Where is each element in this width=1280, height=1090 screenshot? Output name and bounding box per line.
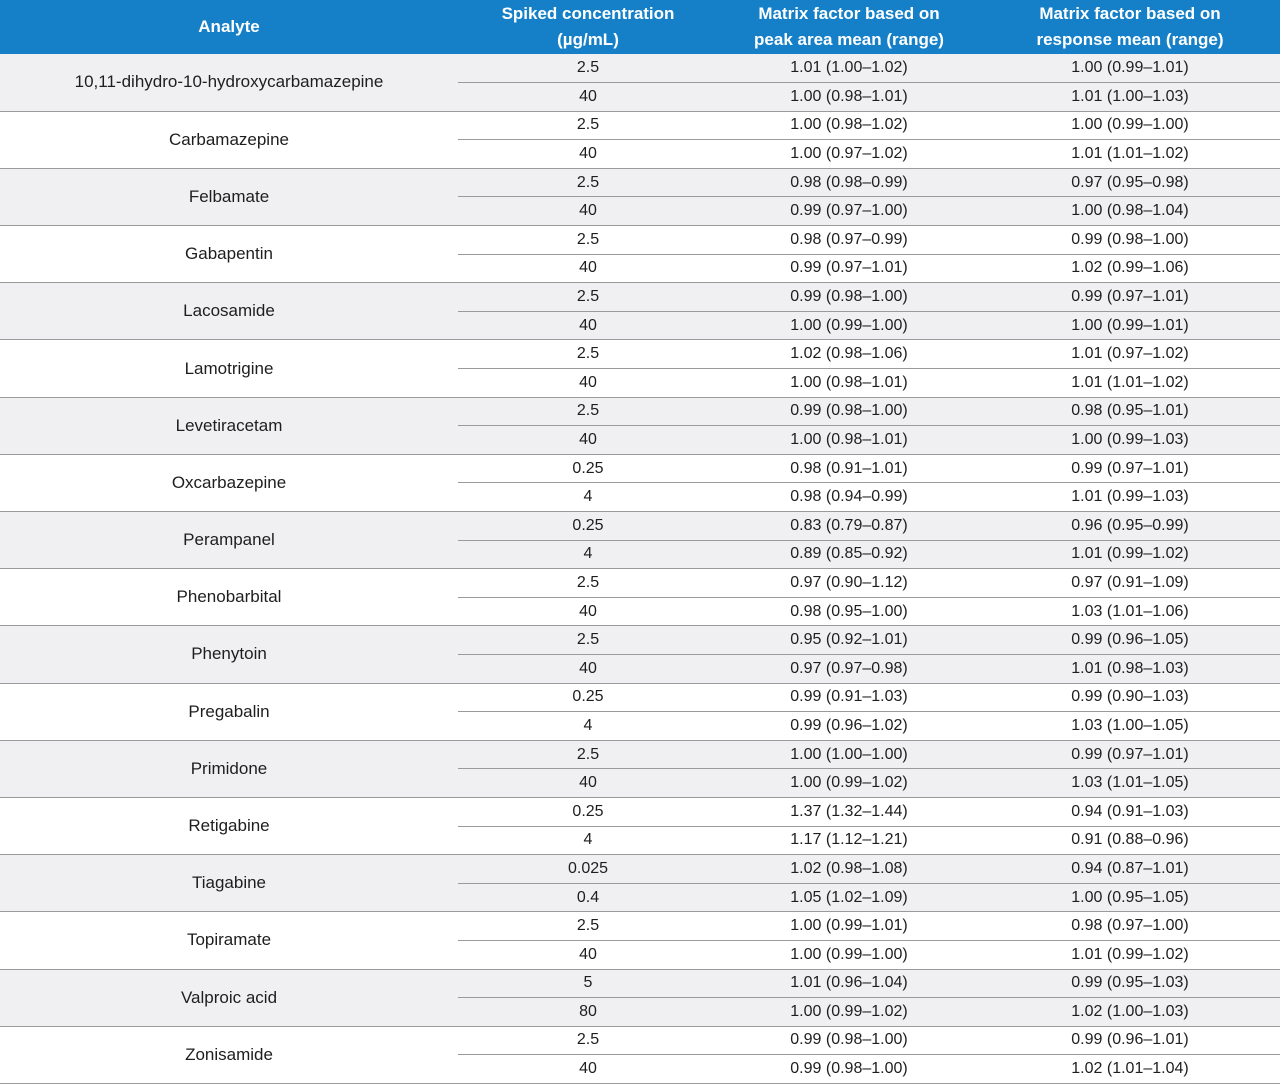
table-row xyxy=(0,111,1280,140)
table-row xyxy=(0,168,1280,197)
table-row xyxy=(0,283,1280,312)
peak-area-matrix-factor-cell: 1.37 (1.32–1.44) xyxy=(718,797,980,826)
peak-area-matrix-factor-cell: 0.99 (0.96–1.02) xyxy=(718,712,980,741)
peak-area-matrix-factor-cell: 0.95 (0.92–1.01) xyxy=(718,626,980,655)
peak-area-matrix-factor-cell: 1.00 (0.98–1.01) xyxy=(718,369,980,398)
analyte-name: Tiagabine xyxy=(0,855,458,912)
spiked-concentration-cell: 40 xyxy=(458,940,718,969)
table-row xyxy=(0,912,1280,941)
table-row xyxy=(0,569,1280,598)
response-matrix-factor-cell: 0.98 (0.95–1.01) xyxy=(980,397,1280,426)
response-matrix-factor-cell: 1.01 (0.98–1.03) xyxy=(980,654,1280,683)
spiked-concentration-cell: 4 xyxy=(458,712,718,741)
spiked-concentration-cell: 2.5 xyxy=(458,1026,718,1055)
response-matrix-factor-cell: 0.99 (0.96–1.05) xyxy=(980,626,1280,655)
response-matrix-factor-cell: 1.02 (0.99–1.06) xyxy=(980,254,1280,283)
peak-area-matrix-factor-cell: 0.89 (0.85–0.92) xyxy=(718,540,980,569)
header-spiked-line2: (µg/mL) xyxy=(557,30,619,49)
response-matrix-factor-cell: 0.97 (0.95–0.98) xyxy=(980,168,1280,197)
analyte-name: Valproic acid xyxy=(0,969,458,1026)
spiked-concentration-cell: 0.25 xyxy=(458,454,718,483)
spiked-concentration-cell: 40 xyxy=(458,311,718,340)
peak-area-matrix-factor-cell: 0.98 (0.97–0.99) xyxy=(718,226,980,255)
spiked-concentration-cell: 5 xyxy=(458,969,718,998)
spiked-concentration-cell: 40 xyxy=(458,654,718,683)
peak-area-matrix-factor-cell: 0.98 (0.95–1.00) xyxy=(718,597,980,626)
spiked-concentration-cell: 2.5 xyxy=(458,226,718,255)
analyte-name: Phenytoin xyxy=(0,626,458,683)
response-matrix-factor-cell: 1.00 (0.95–1.05) xyxy=(980,883,1280,912)
header-analyte-label: Analyte xyxy=(198,17,260,36)
spiked-concentration-cell: 40 xyxy=(458,1055,718,1084)
table-row xyxy=(0,797,1280,826)
spiked-concentration-cell: 0.025 xyxy=(458,855,718,884)
table-row xyxy=(0,54,1280,83)
analyte-name: Lacosamide xyxy=(0,283,458,340)
peak-area-matrix-factor-cell: 0.99 (0.91–1.03) xyxy=(718,683,980,712)
spiked-concentration-cell: 2.5 xyxy=(458,912,718,941)
analyte-name: Gabapentin xyxy=(0,226,458,283)
peak-area-matrix-factor-cell: 1.00 (0.99–1.00) xyxy=(718,940,980,969)
peak-area-matrix-factor-cell: 1.02 (0.98–1.08) xyxy=(718,855,980,884)
peak-area-matrix-factor-cell: 0.98 (0.98–0.99) xyxy=(718,168,980,197)
table-body xyxy=(0,54,1280,1083)
header-spiked-line1: Spiked concentration xyxy=(501,4,675,23)
response-matrix-factor-cell: 1.02 (1.01–1.04) xyxy=(980,1055,1280,1084)
spiked-concentration-cell: 2.5 xyxy=(458,569,718,598)
table-row xyxy=(0,855,1280,884)
table-row xyxy=(0,226,1280,255)
header-peak-area xyxy=(718,0,980,54)
peak-area-matrix-factor-cell: 1.17 (1.12–1.21) xyxy=(718,826,980,855)
spiked-concentration-cell: 0.25 xyxy=(458,512,718,541)
response-matrix-factor-cell: 1.01 (0.99–1.02) xyxy=(980,940,1280,969)
spiked-concentration-cell: 40 xyxy=(458,140,718,169)
spiked-concentration-cell: 4 xyxy=(458,826,718,855)
response-matrix-factor-cell: 1.00 (0.99–1.01) xyxy=(980,311,1280,340)
peak-area-matrix-factor-cell: 1.00 (0.98–1.01) xyxy=(718,426,980,455)
table-row xyxy=(0,1026,1280,1055)
analyte-name: Lamotrigine xyxy=(0,340,458,397)
spiked-concentration-cell: 40 xyxy=(458,197,718,226)
peak-area-matrix-factor-cell: 0.99 (0.97–1.00) xyxy=(718,197,980,226)
analyte-name: Felbamate xyxy=(0,168,458,225)
response-matrix-factor-cell: 0.99 (0.97–1.01) xyxy=(980,283,1280,312)
spiked-concentration-cell: 40 xyxy=(458,369,718,398)
spiked-concentration-cell: 0.25 xyxy=(458,797,718,826)
response-matrix-factor-cell: 0.99 (0.90–1.03) xyxy=(980,683,1280,712)
response-matrix-factor-cell: 0.99 (0.97–1.01) xyxy=(980,454,1280,483)
peak-area-matrix-factor-cell: 1.01 (0.96–1.04) xyxy=(718,969,980,998)
spiked-concentration-cell: 0.25 xyxy=(458,683,718,712)
spiked-concentration-cell: 4 xyxy=(458,483,718,512)
spiked-concentration-cell: 2.5 xyxy=(458,168,718,197)
table-row xyxy=(0,340,1280,369)
spiked-concentration-cell: 0.4 xyxy=(458,883,718,912)
response-matrix-factor-cell: 1.01 (0.99–1.03) xyxy=(980,483,1280,512)
table-row xyxy=(0,397,1280,426)
peak-area-matrix-factor-cell: 1.00 (0.98–1.01) xyxy=(718,83,980,112)
peak-area-matrix-factor-cell: 0.97 (0.97–0.98) xyxy=(718,654,980,683)
peak-area-matrix-factor-cell: 1.05 (1.02–1.09) xyxy=(718,883,980,912)
table-row xyxy=(0,626,1280,655)
spiked-concentration-cell: 4 xyxy=(458,540,718,569)
header-response-line2: response mean (range) xyxy=(1036,30,1224,49)
response-matrix-factor-cell: 0.97 (0.91–1.09) xyxy=(980,569,1280,598)
table-row xyxy=(0,740,1280,769)
response-matrix-factor-cell: 1.00 (0.99–1.03) xyxy=(980,426,1280,455)
response-matrix-factor-cell: 1.01 (0.97–1.02) xyxy=(980,340,1280,369)
response-matrix-factor-cell: 1.03 (1.01–1.06) xyxy=(980,597,1280,626)
peak-area-matrix-factor-cell: 0.98 (0.94–0.99) xyxy=(718,483,980,512)
response-matrix-factor-cell: 0.94 (0.91–1.03) xyxy=(980,797,1280,826)
response-matrix-factor-cell: 0.99 (0.96–1.01) xyxy=(980,1026,1280,1055)
peak-area-matrix-factor-cell: 0.98 (0.91–1.01) xyxy=(718,454,980,483)
response-matrix-factor-cell: 0.94 (0.87–1.01) xyxy=(980,855,1280,884)
spiked-concentration-cell: 2.5 xyxy=(458,626,718,655)
analyte-name: Zonisamide xyxy=(0,1026,458,1083)
peak-area-matrix-factor-cell: 1.00 (0.99–1.00) xyxy=(718,311,980,340)
table-header-row xyxy=(0,0,1280,54)
header-analyte xyxy=(0,0,458,54)
analyte-name: Carbamazepine xyxy=(0,111,458,168)
spiked-concentration-cell: 40 xyxy=(458,83,718,112)
spiked-concentration-cell: 2.5 xyxy=(458,111,718,140)
spiked-concentration-cell: 40 xyxy=(458,254,718,283)
response-matrix-factor-cell: 1.03 (1.01–1.05) xyxy=(980,769,1280,798)
analyte-name: Pregabalin xyxy=(0,683,458,740)
response-matrix-factor-cell: 1.00 (0.99–1.01) xyxy=(980,54,1280,83)
spiked-concentration-cell: 40 xyxy=(458,769,718,798)
analyte-name: Topiramate xyxy=(0,912,458,969)
peak-area-matrix-factor-cell: 0.99 (0.98–1.00) xyxy=(718,397,980,426)
spiked-concentration-cell: 2.5 xyxy=(458,283,718,312)
response-matrix-factor-cell: 0.99 (0.95–1.03) xyxy=(980,969,1280,998)
peak-area-matrix-factor-cell: 1.00 (0.99–1.02) xyxy=(718,998,980,1027)
header-peak-line2: peak area mean (range) xyxy=(754,30,944,49)
peak-area-matrix-factor-cell: 0.99 (0.98–1.00) xyxy=(718,1055,980,1084)
analyte-name: Perampanel xyxy=(0,512,458,569)
peak-area-matrix-factor-cell: 0.99 (0.98–1.00) xyxy=(718,283,980,312)
peak-area-matrix-factor-cell: 0.99 (0.97–1.01) xyxy=(718,254,980,283)
peak-area-matrix-factor-cell: 0.99 (0.98–1.00) xyxy=(718,1026,980,1055)
response-matrix-factor-cell: 0.98 (0.97–1.00) xyxy=(980,912,1280,941)
spiked-concentration-cell: 80 xyxy=(458,998,718,1027)
table-row xyxy=(0,454,1280,483)
response-matrix-factor-cell: 0.99 (0.98–1.00) xyxy=(980,226,1280,255)
response-matrix-factor-cell: 1.01 (0.99–1.02) xyxy=(980,540,1280,569)
peak-area-matrix-factor-cell: 1.00 (0.97–1.02) xyxy=(718,140,980,169)
response-matrix-factor-cell: 0.96 (0.95–0.99) xyxy=(980,512,1280,541)
spiked-concentration-cell: 40 xyxy=(458,597,718,626)
response-matrix-factor-cell: 1.01 (1.01–1.02) xyxy=(980,369,1280,398)
header-response xyxy=(980,0,1280,54)
response-matrix-factor-cell: 1.01 (1.01–1.02) xyxy=(980,140,1280,169)
analyte-name: 10,11-dihydro-10-hydroxycarbamazepine xyxy=(0,54,458,111)
response-matrix-factor-cell: 0.99 (0.97–1.01) xyxy=(980,740,1280,769)
peak-area-matrix-factor-cell: 1.00 (0.99–1.01) xyxy=(718,912,980,941)
analyte-name: Levetiracetam xyxy=(0,397,458,454)
response-matrix-factor-cell: 1.01 (1.00–1.03) xyxy=(980,83,1280,112)
response-matrix-factor-cell: 1.03 (1.00–1.05) xyxy=(980,712,1280,741)
response-matrix-factor-cell: 0.91 (0.88–0.96) xyxy=(980,826,1280,855)
peak-area-matrix-factor-cell: 1.02 (0.98–1.06) xyxy=(718,340,980,369)
header-peak-line1: Matrix factor based on xyxy=(758,4,940,23)
table-row xyxy=(0,512,1280,541)
peak-area-matrix-factor-cell: 0.83 (0.79–0.87) xyxy=(718,512,980,541)
peak-area-matrix-factor-cell: 1.01 (1.00–1.02) xyxy=(718,54,980,83)
peak-area-matrix-factor-cell: 1.00 (1.00–1.00) xyxy=(718,740,980,769)
table-row xyxy=(0,683,1280,712)
analyte-name: Oxcarbazepine xyxy=(0,454,458,511)
spiked-concentration-cell: 2.5 xyxy=(458,740,718,769)
response-matrix-factor-cell: 1.00 (0.98–1.04) xyxy=(980,197,1280,226)
header-spiked-concentration xyxy=(458,0,718,54)
analyte-name: Primidone xyxy=(0,740,458,797)
peak-area-matrix-factor-cell: 1.00 (0.99–1.02) xyxy=(718,769,980,798)
peak-area-matrix-factor-cell: 0.97 (0.90–1.12) xyxy=(718,569,980,598)
spiked-concentration-cell: 2.5 xyxy=(458,54,718,83)
response-matrix-factor-cell: 1.00 (0.99–1.00) xyxy=(980,111,1280,140)
spiked-concentration-cell: 2.5 xyxy=(458,340,718,369)
peak-area-matrix-factor-cell: 1.00 (0.98–1.02) xyxy=(718,111,980,140)
response-matrix-factor-cell: 1.02 (1.00–1.03) xyxy=(980,998,1280,1027)
header-response-line1: Matrix factor based on xyxy=(1039,4,1221,23)
analyte-name: Phenobarbital xyxy=(0,569,458,626)
spiked-concentration-cell: 40 xyxy=(458,426,718,455)
table-row xyxy=(0,969,1280,998)
analyte-name: Retigabine xyxy=(0,797,458,854)
spiked-concentration-cell: 2.5 xyxy=(458,397,718,426)
